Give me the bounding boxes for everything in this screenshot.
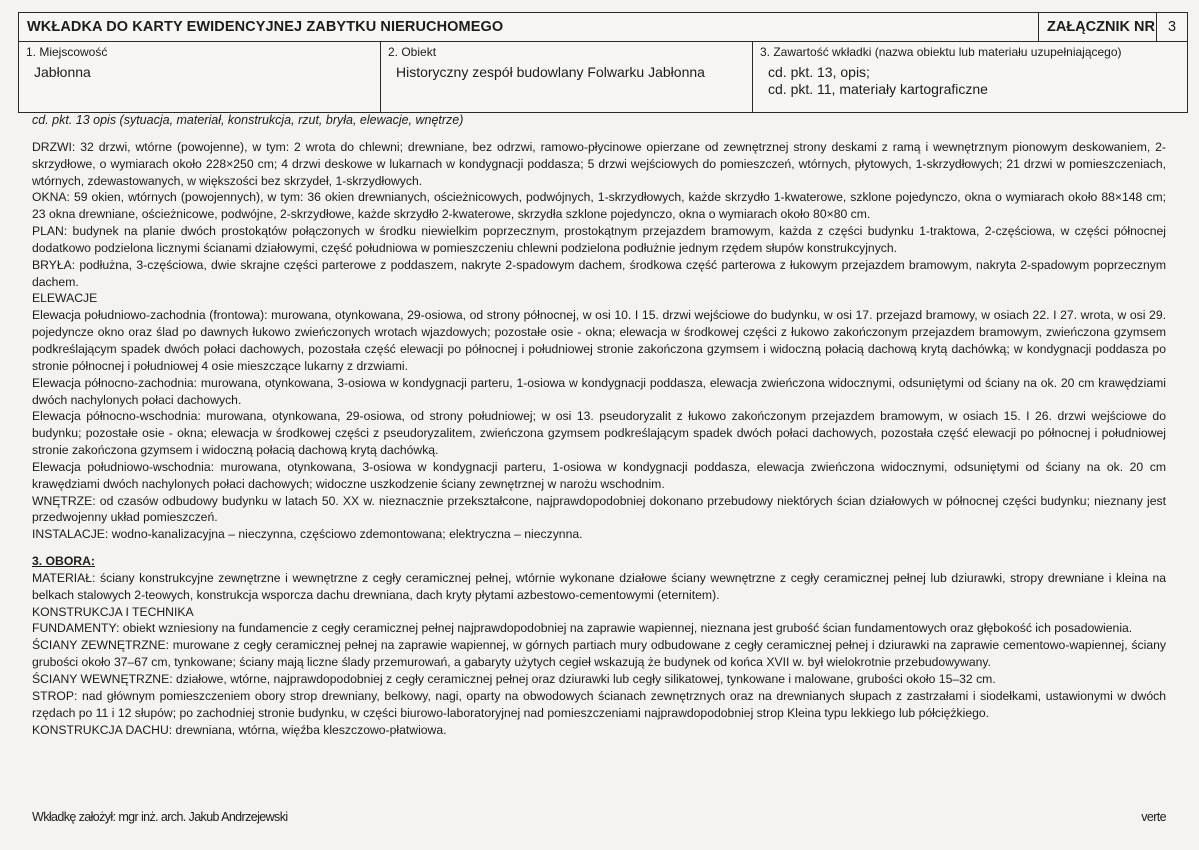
paragraph-elewacja-pd-wsch: Elewacja południowo-wschodnia: murowana, otynkowana, 3-osiowa w kondygnacji parteru, 1-osiowa w kondygnacji poddasza, elewacja zwieńczona widocznymi, odsuniętymi od ściany na ok. 20 cm krawędziami dwóch nachylonych połaci dachowych; widoczne uszkodzenie ściany zewnętrznej w narożu wschodnim. (32, 459, 1166, 491)
paragraph-wnetrze: WNĘTRZE: od czasów odbudowy budynku w latach 50. XX w. nieznacznie przekształcone, najprawdopodobniej dokonano przebudowy niektórych ścian działowych w północnej części budynku; nieznany jest przedwojenny układ pomieszczeń. (32, 493, 1166, 525)
paragraph-elewacje-heading: ELEWACJE (32, 291, 98, 306)
description-body (32, 112, 1166, 738)
paragraph-drzwi: DRZWI: 32 drzwi, wtórne (powojenne), w tym: 2 wrota do chlewni; drewniane, bez odrzwi, ramowo-płycinowe opierzane od zewnętrznej strony deskami z ramą i wewnętrznym pionowym deskowaniem, 2-skrzydłowe, o wymiarach około 228×250 cm; 4 drzwi deskowe w lukarnach w kondygnacji poddasza; 5 drzwi wejściowych do pomieszczeń, wtórnych, płytowych, 1-skrzydłowych; 21 drzwi w pomieszczeniach, wtórnych, zdewastowanych, w większości bez skrzydeł, 1-skrzydłowych. (32, 139, 1166, 188)
form-title: WKŁADKA DO KARTY EWIDENCYJNEJ ZABYTKU NIERUCHOMEGO (27, 19, 504, 35)
page-footer (32, 810, 1166, 824)
field-miejscowosc-value: Jabłonna (34, 64, 91, 80)
paragraph-fundamenty: FUNDAMENTY: obiekt wzniesiony na fundamencie z cegły ceramicznej pełnej najprawdopodobniej na zaprawie wapiennej, nieznana jest grubość ścian fundamentowych oraz głębokość ich posadowienia. (32, 621, 1133, 636)
field-zawartosc (753, 42, 1187, 112)
paragraph-strop: STROP: nad głównym pomieszczeniem obory strop drewniany, belkowy, nagi, oparty na obwodowych ścianach zewnętrznych oraz na drewnianych słupach z zastrzałami i siodełkami, ustawionymi w dwóch rzędach po 11 i 12 słupów; po zachodniej stronie budynku, w części biurowo-laboratoryjnej nad pomieszczeniami najprawdopodobniej strop Kleina typu lekkiego lub półciężkiego. (32, 688, 1166, 720)
field-obiekt-value: Historyczny zespół budowlany Folwarku Jabłonna (396, 64, 705, 80)
field-obiekt-label: 2. Obiekt (388, 45, 437, 59)
paragraph-konstrukcja-dachu: KONSTRUKCJA DACHU: drewniana, wtórna, więźba kleszczowo-płatwiowa. (32, 722, 447, 737)
paragraph-okna: OKNA: 59 okien, wtórnych (powojennych), w tym: 36 okien drewnianych, ościeżnicowych, podwójnych, 1-skrzydłowych, każde skrzydło 1-kwaterowe, szklone pojedynczo, okna o wymiarach około 88×148 cm; 23 okna drewniane, ościeżnicowe, podwójne, 2-skrzydłowe, każde skrzydło 2-kwaterowe, skrzydła szklone pojedynczo, okna o wymiarach około 80×80 cm. (32, 190, 1166, 222)
card-form (18, 12, 1188, 113)
content-subtitle: cd. pkt. 13 opis (sytuacja, materiał, konstrukcja, rzut, bryła, elewacje, wnętrze) (32, 113, 464, 127)
annex-number: 3 (1156, 13, 1187, 41)
field-zawartosc-value-2: cd. pkt. 11, materiały kartograficzne (768, 81, 988, 97)
paragraph-konstrukcja-heading: KONSTRUKCJA I TECHNIKA (32, 604, 194, 619)
field-miejscowosc-label: 1. Miejscowość (26, 45, 108, 59)
field-zawartosc-label: 3. Zawartość wkładki (nazwa obiektu lub materiału uzupełniającego) (760, 45, 1122, 59)
annex-label: ZAŁĄCZNIK NR (1038, 13, 1156, 41)
paragraph-bryla: BRYŁA: podłużna, 3-częściowa, dwie skrajne części parterowe z poddaszem, nakryte 2-spadowym dachem, środkowa część parterowa z łukowym przejazdem bramowym, nakryta 2-spadowym poprzecznym dachem. (32, 257, 1166, 289)
field-obiekt (381, 42, 753, 112)
paragraph-sciany-wewnetrzne: ŚCIANY WEWNĘTRZNE: działowe, wtórne, najprawdopodobniej z cegły ceramicznej pełnej oraz dziurawki lub cegły silikatowej, tynkowane i malowane, grubości około 15–32 cm. (32, 672, 996, 686)
paragraph-sciany-zewnetrzne: ŚCIANY ZEWNĘTRZNE: murowane z cegły ceramicznej pełnej na zaprawie wapiennej, w górnych partiach mury odbudowane z cegły ceramicznej pełnej i dziurawki na zaprawie cementowo-wapiennej, ściany grubości około 37–67 cm, tynkowane; ściany mają liczne ślady przemurowań, a gabaryty użytych cegieł wskazują że budynek od końca XVII w. był wielokrotnie przebudowywany. (32, 638, 1166, 670)
field-zawartosc-value-1: cd. pkt. 13, opis; (768, 64, 870, 80)
verte-note: verte (1141, 810, 1166, 824)
form-header (18, 12, 1188, 41)
author-note: Wkładkę założył: mgr inż. arch. Jakub Andrzejewski (32, 810, 288, 824)
paragraph-plan: PLAN: budynek na planie dwóch prostokątów połączonych w środku niewielkim poprzecznym, prostokątnym przejazdem bramowym, każda z części budynku 1-traktowa, 2-częściowa, w części północnej dodatkowo podzielona licznymi ścianami działowymi, część południowa w pomieszczeniu chlewni podzielona podłużnie jednym rzędem słupów konstrukcyjnych. (32, 224, 1166, 255)
paragraph-elewacja-pn-zach: Elewacja północno-zachodnia: murowana, otynkowana, 3-osiowa w kondygnacji parteru, 1-osiowa w kondygnacji poddasza, elewacja zwieńczona widocznymi, odsuniętymi od ściany na ok. 20 cm krawędziami dwóch nachylonych połaci dachowych. (32, 375, 1166, 407)
form-fields (18, 41, 1188, 113)
field-miejscowosc (19, 42, 381, 112)
paragraph-material: MATERIAŁ: ściany konstrukcyjne zewnętrzne i wewnętrzne z cegły ceramicznej pełnej, wtórnie wykonane działowe ściany wewnętrzne z cegły ceramicznej pełnej lub dziurawki, stropy drewniane i kleina na belkach stalowych 2-teowych, konstrukcja wsporcza dachu drewniana, dach kryty płytami azbestowo-cementowymi (eternitem). (32, 570, 1166, 602)
section-title-obora: 3. OBORA: (32, 554, 95, 569)
paragraph-elewacja-pd-zach: Elewacja południowo-zachodnia (frontowa): murowana, otynkowana, 29-osiowa, od strony północnej, w osi 10. I 15. drzwi wejściowe do budynku, w osi 17. przejazd bramowy, w osiach 22. I 27. wrota, w osi 29. pojedyncze okno oraz ślad po dawnych łukowo zwieńczonych wrotach wjazdowych; pozostałe osie - okna; elewacja w środkowej części z łukowo zakończonym przejazdem bramowym, zwieńczona gzymsem podkreślającym spadek dwóch połaci dachowych, pozostała część elewacji po północnej i południowej stronie zakończona gzymsem i widoczną połacią dachową krytą dachówką; w kondygnacji poddasza po stronie północnej i południowej 4 osie mieszczące lukarny z drzwiami. (32, 308, 1166, 373)
paragraph-elewacja-pn-wsch: Elewacja północno-wschodnia: murowana, otynkowana, 29-osiowa, od strony południowej; w osi 13. pseudoryzalit z łukowo zakończonym przejazdem bramowym, w osiach 15. I 26. drzwi wejściowe do budynku; pozostałe osie - okna; elewacja w środkowej części z pseudoryzalitem, zwieńczona gzymsem podkreślającym spadek dwóch połaci dachowych, pozostała część elewacji po północnej i południowej stronie zakończona gzymsem i widoczną połacią dachową krytą dachówką. (32, 409, 1166, 458)
paragraph-instalacje: INSTALACJE: wodno-kanalizacyjna – nieczynna, częściowo zdemontowana; elektryczna – nieczynna. (32, 527, 583, 542)
